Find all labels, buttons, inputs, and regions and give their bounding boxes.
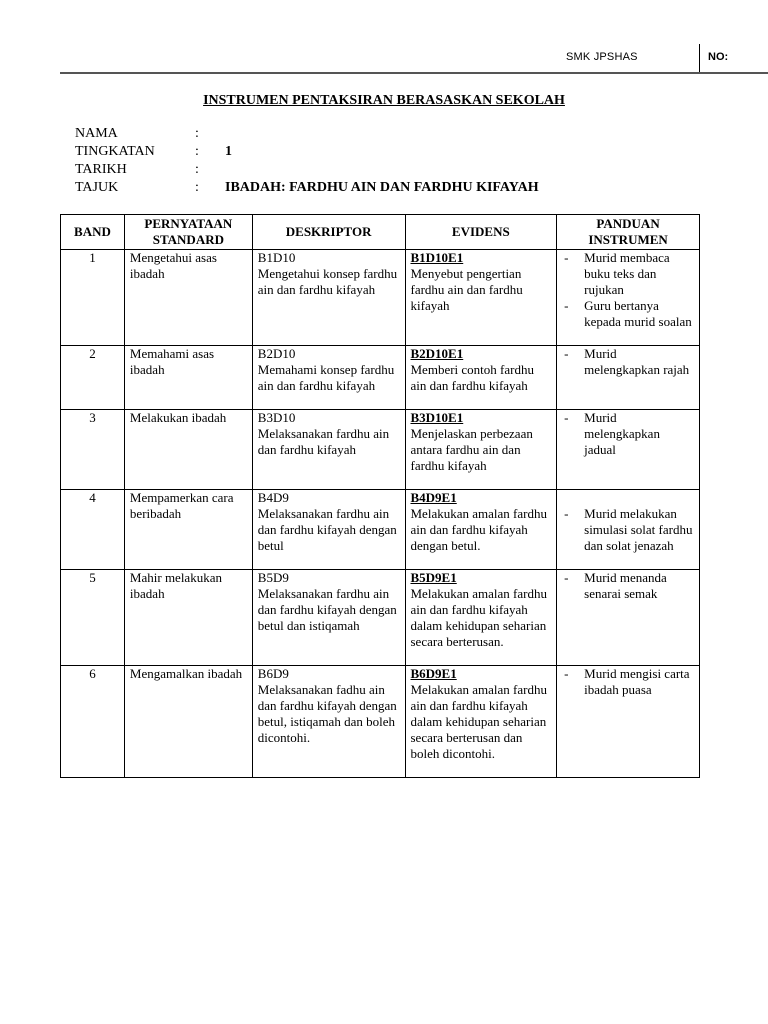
standard-cell: Mempamerkan cara beribadah — [124, 490, 252, 570]
field-colon: : — [195, 126, 199, 141]
field-colon: : — [195, 180, 199, 195]
number-label: NO: — [708, 51, 729, 63]
panduan-item: - Murid membaca buku teks dan rujukan — [562, 250, 694, 298]
standard-cell: Mengetahui asas ibadah — [124, 250, 252, 346]
rubric-table — [60, 214, 700, 778]
deskriptor-cell — [252, 490, 405, 570]
table-header-row — [61, 215, 700, 250]
evidens-cell — [405, 666, 557, 778]
table-row — [61, 346, 700, 410]
evidens-cell — [405, 346, 557, 410]
evidens-code: B6D9E1 — [410, 666, 457, 681]
standard-cell: Mengamalkan ibadah — [124, 666, 252, 778]
table-row — [61, 410, 700, 490]
panduan-list — [562, 346, 694, 378]
deskriptor-code: B2D10 — [257, 346, 296, 361]
document-title: INSTRUMEN PENTAKSIRAN BERASASKAN SEKOLAH — [203, 93, 565, 108]
header-divider — [699, 44, 700, 72]
evidens-text: Melakukan amalan fardhu ain dan fardhu kifayah dalam kehidupan seharian secara berterusan dan boleh dicontohi. — [410, 682, 547, 761]
panduan-list — [562, 666, 694, 698]
standard-cell: Memahami asas ibadah — [124, 346, 252, 410]
deskriptor-code: B4D9 — [257, 490, 289, 505]
header-band: BAND — [61, 215, 125, 250]
evidens-code: B4D9E1 — [410, 490, 457, 505]
deskriptor-cell — [252, 250, 405, 346]
panduan-cell — [557, 666, 700, 778]
field-label: TAJUK — [75, 180, 119, 195]
standard-cell: Mahir melakukan ibadah — [124, 570, 252, 666]
panduan-item: - Murid mengisi carta ibadah puasa — [562, 666, 694, 698]
header-panduan: PANDUAN INSTRUMEN — [557, 215, 700, 250]
standard-cell: Melakukan ibadah — [124, 410, 252, 490]
panduan-cell — [557, 346, 700, 410]
panduan-list — [562, 570, 694, 602]
deskriptor-text: Mengetahui konsep fardhu ain dan fardhu kifayah — [257, 266, 398, 297]
field-label: NAMA — [75, 126, 118, 141]
evidens-cell — [405, 410, 557, 490]
header-evidens: EVIDENS — [405, 215, 557, 250]
evidens-cell — [405, 490, 557, 570]
table-row — [61, 570, 700, 666]
evidens-text: Melakukan amalan fardhu ain dan fardhu kifayah dengan betul. — [410, 506, 547, 553]
table-row — [61, 666, 700, 778]
deskriptor-text: Memahami konsep fardhu ain dan fardhu kifayah — [257, 362, 395, 393]
header-rule — [60, 72, 768, 74]
evidens-cell — [405, 250, 557, 346]
deskriptor-cell — [252, 346, 405, 410]
evidens-code: B5D9E1 — [410, 570, 457, 585]
field-colon: : — [195, 162, 199, 177]
panduan-list — [562, 410, 694, 458]
panduan-cell — [557, 410, 700, 490]
deskriptor-text: Melaksanakan fardhu ain dan fardhu kifayah dengan betul dan istiqamah — [257, 586, 397, 633]
panduan-list — [562, 506, 694, 554]
panduan-item: - Guru bertanya kepada murid soalan — [562, 298, 694, 330]
header-standard: PERNYATAAN STANDARD — [124, 215, 252, 250]
panduan-item: - Murid menanda senarai semak — [562, 570, 694, 602]
field-colon: : — [195, 144, 199, 159]
deskriptor-code: B5D9 — [257, 570, 289, 585]
field-label: TINGKATAN — [75, 144, 155, 159]
deskriptor-cell — [252, 666, 405, 778]
panduan-cell — [557, 490, 700, 570]
deskriptor-text: Melaksanakan fadhu ain dan fardhu kifayah dengan betul, istiqamah dan boleh dicontohi. — [257, 682, 397, 745]
panduan-item: - Murid melakukan simulasi solat fardhu dan solat jenazah — [562, 506, 694, 554]
evidens-text: Memberi contoh fardhu ain dan fardhu kifayah — [410, 362, 534, 393]
evidens-code: B3D10E1 — [410, 410, 464, 425]
deskriptor-code: B1D10 — [257, 250, 296, 265]
deskriptor-cell — [252, 410, 405, 490]
page-header — [0, 0, 768, 80]
field-value: IBADAH: FARDHU AIN DAN FARDHU KIFAYAH — [225, 180, 539, 195]
evidens-text: Melakukan amalan fardhu ain dan fardhu kifayah dalam kehidupan seharian secara berterusan. — [410, 586, 547, 649]
deskriptor-code: B3D10 — [257, 410, 296, 425]
panduan-cell — [557, 250, 700, 346]
band-cell: 2 — [61, 346, 125, 410]
band-cell: 1 — [61, 250, 125, 346]
band-cell: 4 — [61, 490, 125, 570]
field-label: TARIKH — [75, 162, 127, 177]
panduan-item: - Murid melengkapkan rajah — [562, 346, 694, 378]
deskriptor-text: Melaksanakan fardhu ain dan fardhu kifayah dengan betul — [257, 506, 397, 553]
field-value: 1 — [225, 144, 232, 159]
evidens-code: B1D10E1 — [410, 250, 464, 265]
band-cell: 6 — [61, 666, 125, 778]
deskriptor-cell — [252, 570, 405, 666]
deskriptor-code: B6D9 — [257, 666, 289, 681]
deskriptor-text: Melaksanakan fardhu ain dan fardhu kifayah — [257, 426, 390, 457]
school-name: SMK JPSHAS — [566, 51, 638, 63]
panduan-cell — [557, 570, 700, 666]
evidens-text: Menjelaskan perbezaan antara fardhu ain dan fardhu kifayah — [410, 426, 533, 473]
table-row — [61, 250, 700, 346]
panduan-list — [562, 250, 694, 330]
band-cell: 5 — [61, 570, 125, 666]
evidens-text: Menyebut pengertian fardhu ain dan fardhu kifayah — [410, 266, 523, 313]
panduan-item: - Murid melengkapkan jadual — [562, 410, 694, 458]
band-cell: 3 — [61, 410, 125, 490]
header-deskriptor: DESKRIPTOR — [252, 215, 405, 250]
evidens-code: B2D10E1 — [410, 346, 464, 361]
table-row — [61, 490, 700, 570]
evidens-cell — [405, 570, 557, 666]
